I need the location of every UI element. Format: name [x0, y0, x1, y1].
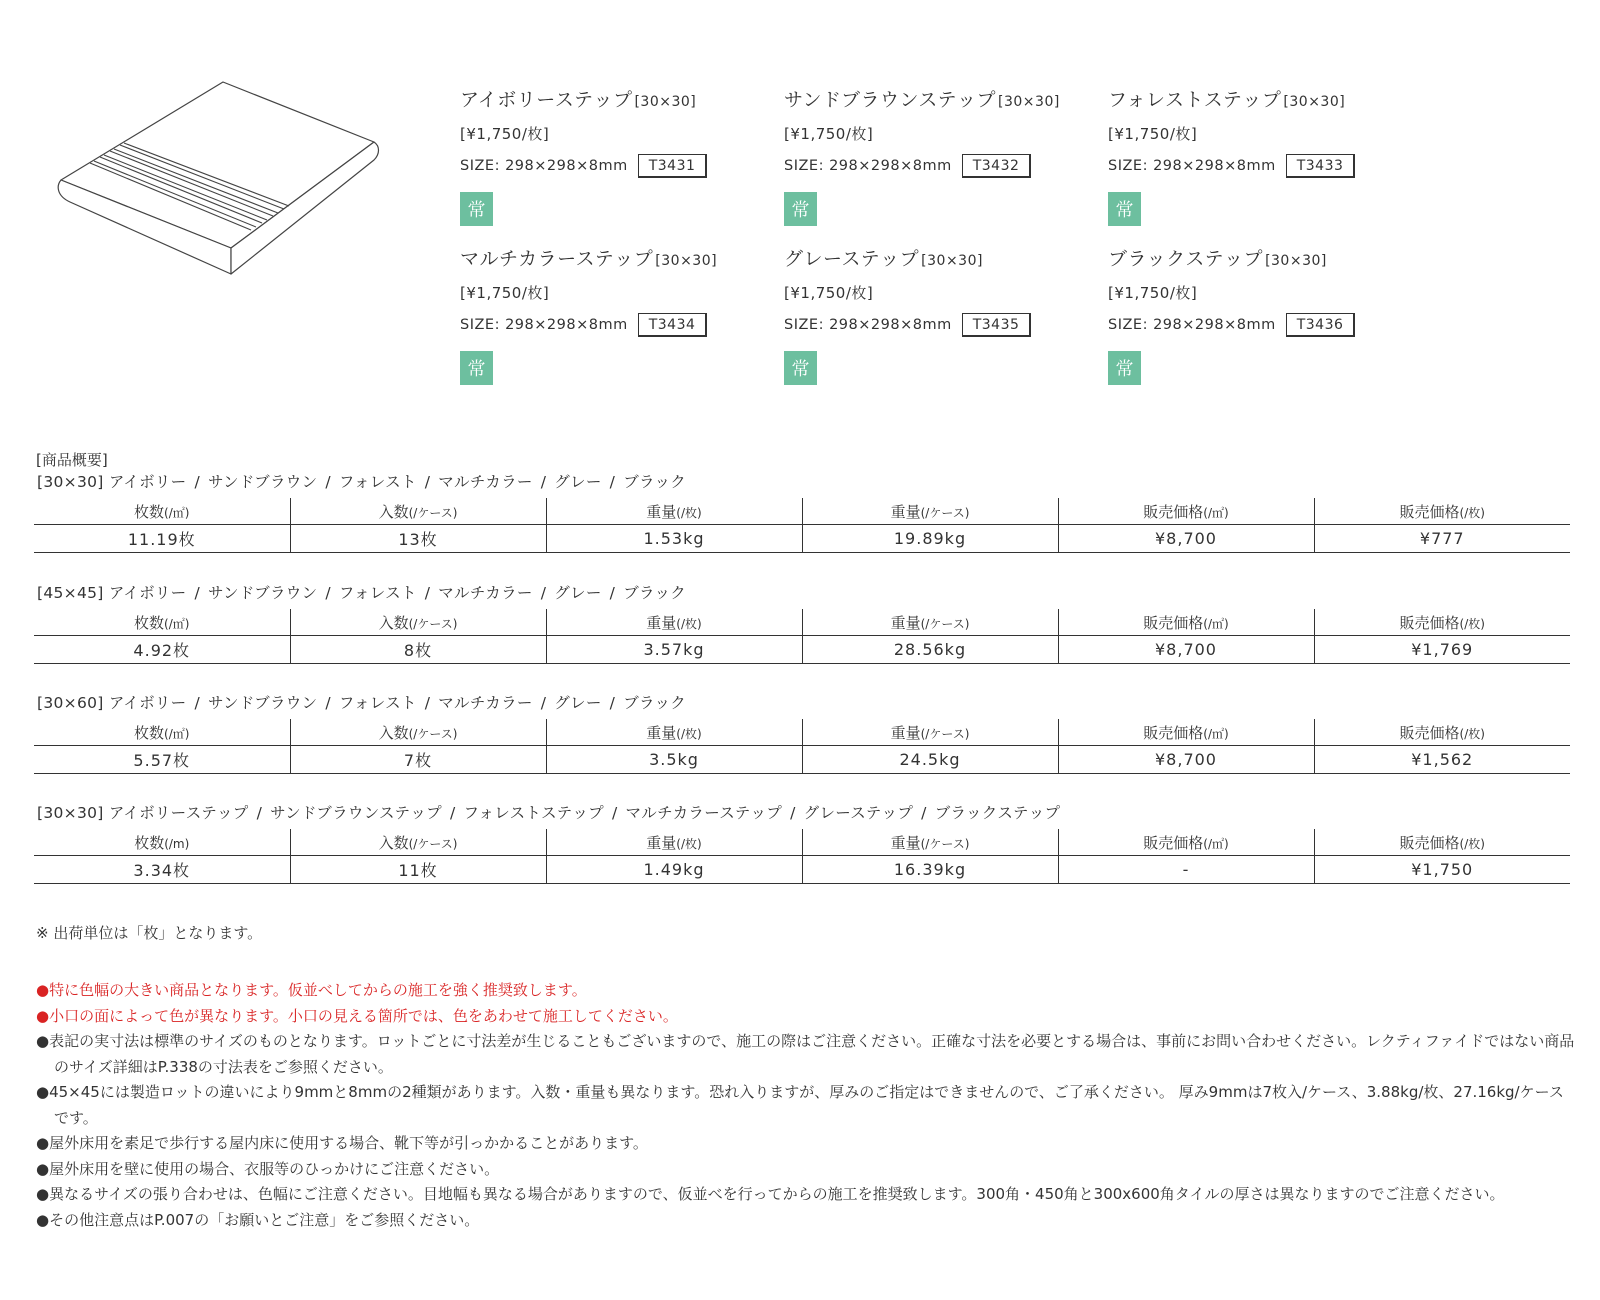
product-card: [1108, 85, 1428, 226]
column-header: 入数(/ケース): [290, 719, 546, 746]
note: ●屋外床用を素足で歩行する屋内床に使用する場合、靴下等が引っかかることがあります。: [36, 1134, 648, 1152]
note: ●その他注意点はP.007の「お願いとご注意」をご参照ください。: [36, 1210, 480, 1229]
column-header: 販売価格(/㎡): [1058, 609, 1314, 636]
stock-badge: 常: [784, 192, 817, 226]
column-header: 入数(/ケース): [290, 609, 546, 636]
product-card: [460, 244, 780, 385]
shipping-footnote: ※ 出荷単位は「枚」となります。: [36, 924, 263, 942]
spec-section: [34, 470, 1570, 553]
product-card: [460, 85, 780, 226]
product-name: アイボリーステップ [30×30]: [460, 89, 697, 111]
product-size: SIZE: 298×298×8mm T3436: [1108, 313, 1428, 337]
stock-badge: 常: [784, 351, 817, 385]
table-cell: 11.19枚: [34, 525, 290, 553]
spec-table: [34, 719, 1570, 774]
table-cell: 24.5kg: [802, 746, 1058, 774]
product-name: マルチカラーステップ [30×30]: [460, 248, 718, 270]
column-header: 重量(/ケース): [802, 719, 1058, 746]
column-header: 販売価格(/㎡): [1058, 498, 1314, 525]
column-header: 入数(/ケース): [290, 829, 546, 856]
column-header: 販売価格(/枚): [1314, 719, 1570, 746]
product-card: [1108, 244, 1428, 385]
spec-section: [34, 581, 1570, 664]
spec-table: [34, 829, 1570, 884]
table-cell: ¥1,562: [1314, 746, 1570, 774]
table-cell: 19.89kg: [802, 525, 1058, 553]
product-price: [¥1,750/枚]: [784, 125, 874, 143]
table-row: [34, 636, 1570, 664]
column-header: 重量(/ケース): [802, 498, 1058, 525]
table-cell: ¥8,700: [1058, 525, 1314, 553]
note: ●異なるサイズの張り合わせは、色幅にご注意ください。目地幅も異なる場合がありますので、仮並べを行ってからの施工を推奨致します。300角・450角と300x600角タイルの厚さは異なりますのでご注意ください。: [36, 1185, 1505, 1203]
column-header: 重量(/ケース): [802, 829, 1058, 856]
table-cell: 13枚: [290, 525, 546, 553]
product-price: [¥1,750/枚]: [460, 125, 550, 143]
section-title: [30×30] アイボリーステップ / サンドブラウンステップ / フォレストステップ / マルチカラーステップ / グレーステップ / ブラックステップ: [37, 804, 1061, 822]
stock-badge: 常: [460, 192, 493, 226]
table-cell: 3.57kg: [546, 636, 802, 664]
caution-note: ●特に色幅の大きい商品となります。仮並べしてからの施工を強く推奨致します。: [36, 981, 587, 999]
column-header: 重量(/枚): [546, 498, 802, 525]
column-header: 枚数(/m): [34, 829, 290, 856]
table-header-row: [34, 829, 1570, 856]
spec-section: [34, 691, 1570, 774]
note: ●屋外床用を壁に使用の場合、衣服等のひっかけにご注意ください。: [36, 1159, 500, 1178]
column-header: 販売価格(/㎡): [1058, 829, 1314, 856]
column-header: 重量(/枚): [546, 829, 802, 856]
product-size: SIZE: 298×298×8mm T3433: [1108, 154, 1428, 178]
table-row: [34, 856, 1570, 884]
table-cell: ¥8,700: [1058, 746, 1314, 774]
table-cell: 1.49kg: [546, 856, 802, 884]
table-cell: 1.53kg: [546, 525, 802, 553]
table-cell: 8枚: [290, 636, 546, 664]
table-cell: 11枚: [290, 856, 546, 884]
table-header-row: [34, 719, 1570, 746]
column-header: 販売価格(/枚): [1314, 498, 1570, 525]
table-cell: ¥1,750: [1314, 856, 1570, 884]
table-cell: -: [1058, 856, 1314, 884]
table-cell: 3.5kg: [546, 746, 802, 774]
table-row: [34, 525, 1570, 553]
table-row: [34, 746, 1570, 774]
notes-list: [36, 978, 1576, 1233]
column-header: 入数(/ケース): [290, 498, 546, 525]
table-cell: ¥777: [1314, 525, 1570, 553]
table-cell: ¥8,700: [1058, 636, 1314, 664]
spec-section: [34, 801, 1570, 884]
step-tile-illustration: [56, 78, 396, 288]
table-cell: ¥1,769: [1314, 636, 1570, 664]
product-code: T3436: [1286, 313, 1356, 337]
column-header: 販売価格(/枚): [1314, 609, 1570, 636]
column-header: 販売価格(/枚): [1314, 829, 1570, 856]
product-price: [¥1,750/枚]: [460, 284, 550, 302]
table-cell: 16.39kg: [802, 856, 1058, 884]
product-code: T3435: [962, 313, 1032, 337]
product-size: SIZE: 298×298×8mm T3435: [784, 313, 1104, 337]
column-header: 枚数(/㎡): [34, 609, 290, 636]
section-title: [30×30] アイボリー / サンドブラウン / フォレスト / マルチカラー / グレー / ブラック: [37, 473, 687, 491]
table-cell: 4.92枚: [34, 636, 290, 664]
column-header: 重量(/枚): [546, 609, 802, 636]
column-header: 重量(/ケース): [802, 609, 1058, 636]
table-cell: 5.57枚: [34, 746, 290, 774]
product-size: SIZE: 298×298×8mm T3431: [460, 154, 780, 178]
product-code: T3434: [638, 313, 708, 337]
note: ●表記の実寸法は標準のサイズのものとなります。ロットごとに寸法差が生じることもございますので、施工の際はご注意ください。正確な寸法を必要とする場合は、事前にお問い合わせください。レクティファイドではない商品のサイズ詳細はP.338の寸法表をご参照ください。: [36, 1032, 1575, 1076]
caution-note: ●小口の面によって色が異なります。小口の見える箇所では、色をあわせて施工してください。: [36, 1006, 678, 1025]
column-header: 枚数(/㎡): [34, 498, 290, 525]
stock-badge: 常: [1108, 192, 1141, 226]
section-title: [45×45] アイボリー / サンドブラウン / フォレスト / マルチカラー / グレー / ブラック: [37, 584, 687, 602]
product-price: [¥1,750/枚]: [784, 284, 874, 302]
stock-badge: 常: [1108, 351, 1141, 385]
table-cell: 28.56kg: [802, 636, 1058, 664]
table-cell: 3.34枚: [34, 856, 290, 884]
product-code: T3432: [962, 154, 1032, 178]
product-name: サンドブラウンステップ [30×30]: [784, 89, 1060, 111]
spec-table: [34, 498, 1570, 553]
product-code: T3433: [1286, 154, 1356, 178]
note: ●45×45には製造ロットの違いにより9mmと8mmの2種類があります。入数・重量も異なります。恐れ入りますが、厚みのご指定はできませんので、ご了承ください。 厚み9mmは7枚入/ケース、3.88kg/枚、27.16kg/ケースです。: [36, 1083, 1564, 1127]
column-header: 販売価格(/㎡): [1058, 719, 1314, 746]
stock-badge: 常: [460, 351, 493, 385]
product-name: ブラックステップ [30×30]: [1108, 248, 1327, 270]
table-cell: 7枚: [290, 746, 546, 774]
overview-title: [商品概要]: [36, 451, 108, 469]
table-header-row: [34, 498, 1570, 525]
section-title: [30×60] アイボリー / サンドブラウン / フォレスト / マルチカラー / グレー / ブラック: [37, 694, 687, 712]
product-card: [784, 85, 1104, 226]
product-name: フォレストステップ [30×30]: [1108, 89, 1346, 111]
product-price: [¥1,750/枚]: [1108, 125, 1198, 143]
product-size: SIZE: 298×298×8mm T3434: [460, 313, 780, 337]
product-price: [¥1,750/枚]: [1108, 284, 1198, 302]
product-size: SIZE: 298×298×8mm T3432: [784, 154, 1104, 178]
product-name: グレーステップ [30×30]: [784, 248, 983, 270]
product-code: T3431: [638, 154, 708, 178]
table-header-row: [34, 609, 1570, 636]
spec-table: [34, 609, 1570, 664]
product-card: [784, 244, 1104, 385]
column-header: 重量(/枚): [546, 719, 802, 746]
column-header: 枚数(/㎡): [34, 719, 290, 746]
